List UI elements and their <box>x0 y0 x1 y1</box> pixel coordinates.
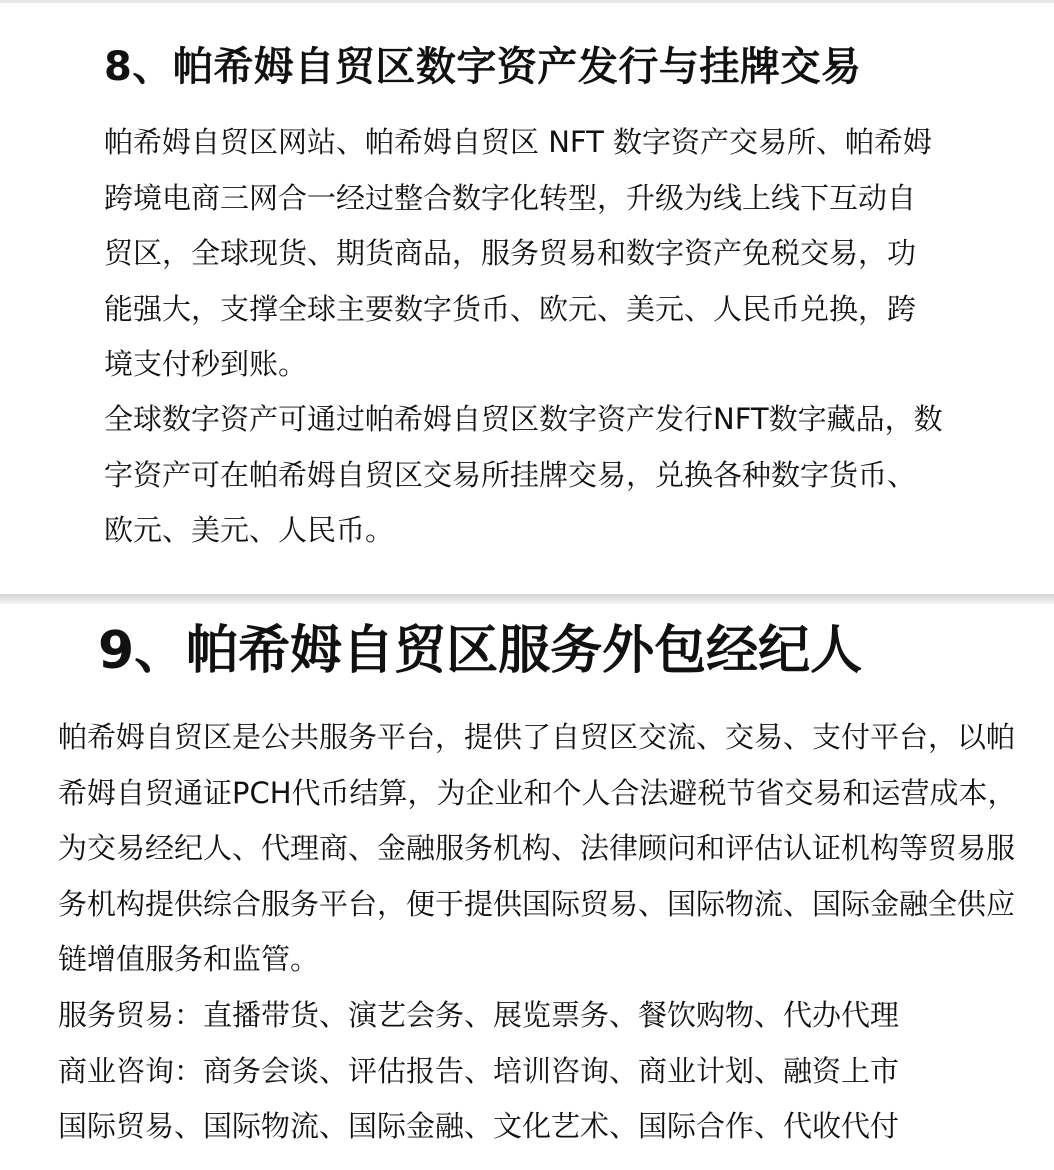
section-service-outsourcing-broker <box>0 604 1054 1170</box>
section-divider <box>0 594 1054 604</box>
section-8-heading: 8、帕希姆自贸区数字资产发行与挂牌交易 <box>104 44 862 90</box>
section-9-paragraph: 帕希姆自贸区是公共服务平台，提供了自贸区交流、交易、支付平台，以帕希姆自贸通证PCH代币结算，为企业和个人合法避税节省交易和运营成本，为交易经纪人、代理商、金融服务机构、法律顾问和评估认证机构等贸易服务机构提供综合服务平台，便于提供国际贸易、国际物流、国际金融全供应链增值服务和监管。 <box>58 720 1017 976</box>
section-8-paragraph-1: 帕希姆自贸区网站、帕希姆自贸区 NFT 数字资产交易所、帕希姆跨境电商三网合一经过整合数字化转型，升级为线上线下互动自贸区，全球现货、期货商品，服务贸易和数字资产免税交易，功能强大，支撑全球主要数字货币、欧元、美元、人民币兑换，跨境支付秒到账。 <box>104 125 933 381</box>
service-list-item: 商业咨询：商务会谈、评估报告、培训咨询、商业计划、融资上市 <box>58 1053 900 1088</box>
service-list <box>58 988 1033 1155</box>
section-digital-asset-listing <box>0 3 1054 594</box>
section-8-paragraph-2: 全球数字资产可通过帕希姆自贸区数字资产发行NFT数字藏品，数字资产可在帕希姆自贸区交易所挂牌交易，兑换各种数字货币、欧元、美元、人民币。 <box>104 402 943 547</box>
service-list-item: 服务贸易：直播带货、演艺会务、展览票务、餐饮购物、代办代理 <box>58 998 900 1032</box>
section-9-heading: 9、帕希姆自贸区服务外包经纪人 <box>98 621 863 681</box>
service-list-item: 国际贸易、国际物流、国际金融、文化艺术、国际合作、代收代付 <box>58 1109 900 1143</box>
